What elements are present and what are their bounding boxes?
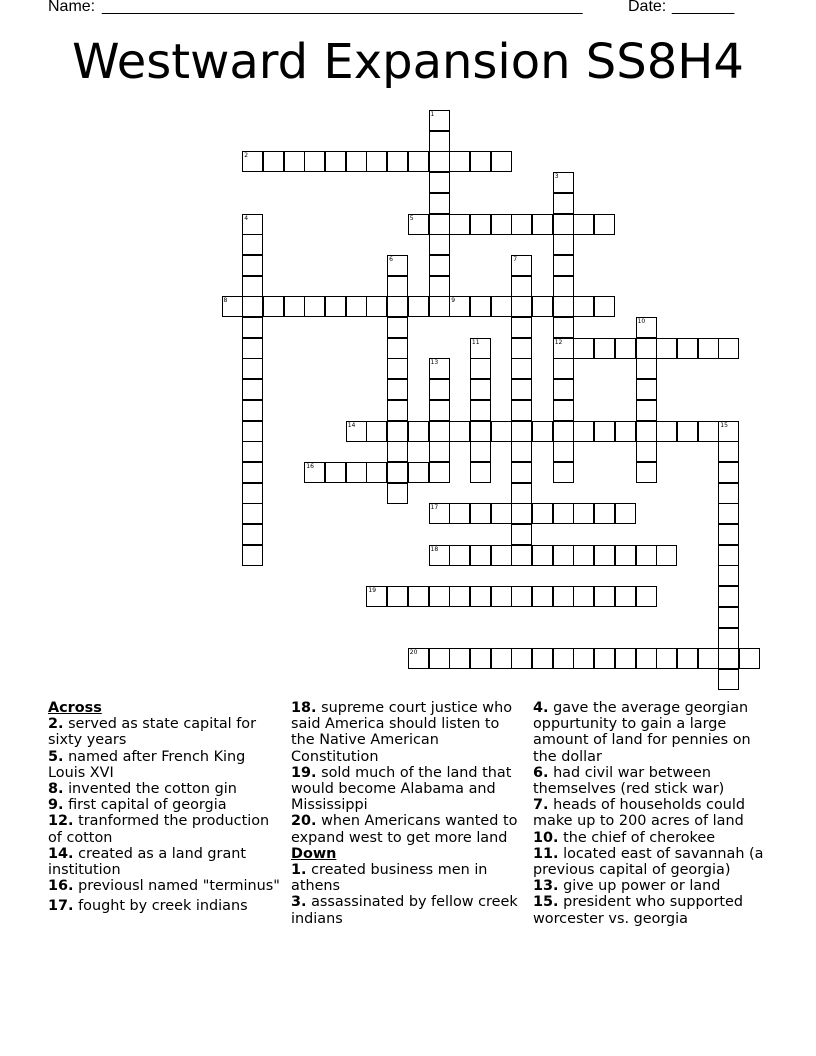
grid-cell[interactable] bbox=[449, 214, 470, 235]
grid-cell[interactable] bbox=[594, 648, 615, 669]
grid-cell[interactable] bbox=[718, 669, 739, 690]
grid-cell[interactable] bbox=[553, 234, 574, 255]
clue-number: 3 bbox=[554, 173, 559, 181]
grid-cell[interactable] bbox=[449, 151, 470, 172]
grid-cell[interactable] bbox=[429, 545, 450, 566]
grid-cell[interactable] bbox=[636, 358, 657, 379]
grid-cell[interactable] bbox=[553, 276, 574, 297]
clue-number: 17 bbox=[430, 504, 439, 512]
grid-cell[interactable] bbox=[677, 338, 698, 359]
grid-cell[interactable] bbox=[553, 462, 574, 483]
grid-cell[interactable] bbox=[532, 503, 553, 524]
grid-cell[interactable] bbox=[242, 421, 263, 442]
grid-cell[interactable] bbox=[387, 483, 408, 504]
grid-cell[interactable] bbox=[387, 400, 408, 421]
date-field[interactable]: _______ bbox=[672, 0, 735, 15]
grid-cell[interactable] bbox=[491, 586, 512, 607]
clue-number: 1 bbox=[430, 111, 435, 118]
down-heading: Down bbox=[291, 845, 337, 862]
clue-down-13: 13. give up power or land bbox=[533, 878, 721, 895]
clue-down-4: 4. gave the average georgian oppurtunity to gain a large amount of land for pennies on the dollar bbox=[533, 700, 751, 765]
grid-cell[interactable] bbox=[594, 421, 615, 442]
grid-cell[interactable] bbox=[718, 607, 739, 628]
grid-cell[interactable] bbox=[553, 317, 574, 338]
grid-cell[interactable] bbox=[532, 296, 553, 317]
grid-cell[interactable] bbox=[718, 483, 739, 504]
clues-column-1 bbox=[48, 700, 283, 915]
grid-cell[interactable] bbox=[242, 151, 263, 172]
grid-cell[interactable] bbox=[739, 648, 760, 669]
grid-cell[interactable] bbox=[511, 545, 532, 566]
grid-cell[interactable] bbox=[594, 296, 615, 317]
grid-cell[interactable] bbox=[511, 586, 532, 607]
grid-cell[interactable] bbox=[242, 234, 263, 255]
clue-across-14: 14. created as a land grant institution bbox=[48, 845, 247, 879]
clue-across-20: 20. when Americans wanted to expand west to get more land bbox=[291, 813, 518, 846]
grid-cell[interactable] bbox=[325, 296, 346, 317]
grid-cell[interactable] bbox=[718, 565, 739, 586]
grid-cell[interactable] bbox=[284, 151, 305, 172]
grid-cell[interactable] bbox=[532, 214, 553, 235]
grid-cell[interactable] bbox=[449, 503, 470, 524]
grid-cell[interactable] bbox=[636, 317, 657, 338]
grid-cell[interactable] bbox=[636, 338, 657, 359]
grid-cell[interactable] bbox=[449, 648, 470, 669]
grid-cell[interactable] bbox=[470, 214, 491, 235]
clue-down-7: 7. heads of households could make up to 200 acres of land bbox=[533, 797, 746, 830]
grid-cell[interactable] bbox=[532, 648, 553, 669]
grid-cell[interactable] bbox=[594, 503, 615, 524]
grid-cell[interactable] bbox=[511, 214, 532, 235]
grid-cell[interactable] bbox=[470, 296, 491, 317]
grid-cell[interactable] bbox=[366, 462, 387, 483]
clue-down-10: 10. the chief of cherokee bbox=[533, 829, 716, 846]
clue-number: 20 bbox=[409, 649, 418, 657]
grid-cell[interactable] bbox=[718, 628, 739, 649]
grid-cell[interactable] bbox=[449, 586, 470, 607]
grid-cell[interactable] bbox=[718, 338, 739, 359]
clue-number: 7 bbox=[513, 255, 518, 263]
grid-cell[interactable] bbox=[429, 276, 450, 297]
grid-cell[interactable] bbox=[242, 400, 263, 421]
grid-cell[interactable] bbox=[511, 503, 532, 524]
clue-number: 4 bbox=[244, 214, 249, 222]
grid-cell[interactable] bbox=[387, 276, 408, 297]
grid-cell[interactable] bbox=[511, 358, 532, 379]
grid-cell[interactable] bbox=[573, 648, 594, 669]
grid-cell[interactable] bbox=[573, 296, 594, 317]
clue-number: 16 bbox=[306, 462, 314, 470]
grid-cell[interactable] bbox=[636, 421, 657, 442]
grid-cell[interactable] bbox=[573, 338, 594, 359]
grid-cell[interactable] bbox=[429, 421, 450, 442]
grid-cell[interactable] bbox=[325, 151, 346, 172]
clue-number: 18 bbox=[430, 545, 439, 553]
grid-cell[interactable] bbox=[470, 151, 491, 172]
grid-cell[interactable] bbox=[718, 648, 739, 669]
clue-number: 2 bbox=[244, 152, 249, 160]
grid-cell[interactable] bbox=[346, 462, 367, 483]
grid-cell[interactable] bbox=[408, 421, 429, 442]
grid-cell[interactable] bbox=[429, 400, 450, 421]
grid-cell[interactable] bbox=[429, 172, 450, 193]
grid-cell[interactable] bbox=[511, 441, 532, 462]
grid-cell[interactable] bbox=[698, 648, 719, 669]
grid-cell[interactable] bbox=[470, 441, 491, 462]
grid-cell[interactable] bbox=[491, 421, 512, 442]
grid-cell[interactable] bbox=[636, 379, 657, 400]
grid-cell[interactable] bbox=[656, 421, 677, 442]
across-heading: Across bbox=[48, 700, 102, 716]
clue-number: 11 bbox=[471, 338, 480, 346]
grid-cell[interactable] bbox=[553, 214, 574, 235]
grid-cell[interactable] bbox=[346, 421, 367, 442]
grid-cell[interactable] bbox=[470, 400, 491, 421]
grid-cell[interactable] bbox=[387, 462, 408, 483]
grid-cell[interactable] bbox=[511, 296, 532, 317]
grid-cell[interactable] bbox=[346, 151, 367, 172]
grid-cell[interactable] bbox=[242, 483, 263, 504]
grid-cell[interactable] bbox=[429, 151, 450, 172]
grid-cell[interactable] bbox=[366, 296, 387, 317]
grid-cell[interactable] bbox=[242, 545, 263, 566]
clues-column-3 bbox=[533, 700, 773, 927]
grid-cell[interactable] bbox=[615, 338, 636, 359]
grid-cell[interactable] bbox=[408, 648, 429, 669]
grid-cell[interactable] bbox=[387, 421, 408, 442]
grid-cell[interactable] bbox=[491, 503, 512, 524]
grid-cell[interactable] bbox=[718, 462, 739, 483]
grid-cell[interactable] bbox=[263, 296, 284, 317]
grid-cell[interactable] bbox=[429, 462, 450, 483]
grid-cell[interactable] bbox=[594, 338, 615, 359]
grid-cell[interactable] bbox=[429, 586, 450, 607]
grid-cell[interactable] bbox=[553, 545, 574, 566]
grid-cell[interactable] bbox=[242, 214, 263, 235]
grid-cell[interactable] bbox=[449, 545, 470, 566]
grid-cell[interactable] bbox=[429, 193, 450, 214]
grid-cell[interactable] bbox=[636, 462, 657, 483]
grid-cell[interactable] bbox=[387, 151, 408, 172]
grid-cell[interactable] bbox=[553, 648, 574, 669]
grid-cell[interactable] bbox=[429, 503, 450, 524]
clue-across-18: 18. supreme court justice who said America should listen to the Native American Constitution bbox=[291, 700, 512, 765]
clue-number: 19 bbox=[368, 587, 377, 595]
grid-cell[interactable] bbox=[263, 151, 284, 172]
clue-across-19: 19. sold much of the land that would become Alabama and Mississippi bbox=[291, 764, 512, 814]
grid-cell[interactable] bbox=[242, 379, 263, 400]
grid-cell[interactable] bbox=[387, 338, 408, 359]
clue-number: 10 bbox=[637, 318, 646, 325]
grid-cell[interactable] bbox=[636, 586, 657, 607]
grid-cell[interactable] bbox=[656, 338, 677, 359]
grid-cell[interactable] bbox=[636, 400, 657, 421]
grid-cell[interactable] bbox=[553, 441, 574, 462]
grid-cell[interactable] bbox=[677, 421, 698, 442]
grid-cell[interactable] bbox=[718, 441, 739, 462]
grid-cell[interactable] bbox=[408, 296, 429, 317]
clue-down-3: 3. assassinated by fellow creek indians bbox=[291, 894, 518, 927]
grid-cell[interactable] bbox=[636, 441, 657, 462]
grid-cell[interactable] bbox=[387, 358, 408, 379]
clue-number: 15 bbox=[720, 421, 728, 429]
clue-down-15: 15. president who supported worcester vs. georgia bbox=[533, 894, 743, 927]
puzzle-title: Westward Expansion SS8H4 bbox=[72, 34, 744, 90]
grid-cell[interactable] bbox=[429, 255, 450, 276]
grid-cell[interactable] bbox=[387, 441, 408, 462]
grid-cell[interactable] bbox=[408, 586, 429, 607]
grid-cell[interactable] bbox=[511, 421, 532, 442]
clue-down-1: 1. created business men in athens bbox=[291, 862, 488, 895]
clue-down-11: 11. located east of savannah (a previous capital of georgia) bbox=[533, 845, 764, 879]
grid-cell[interactable] bbox=[408, 214, 429, 235]
grid-cell[interactable] bbox=[615, 648, 636, 669]
grid-cell[interactable] bbox=[511, 462, 532, 483]
grid-cell[interactable] bbox=[718, 524, 739, 545]
clue-across-12: 12. tranformed the production of cotton bbox=[48, 813, 270, 846]
grid-cell[interactable] bbox=[429, 441, 450, 462]
grid-cell[interactable] bbox=[511, 255, 532, 276]
grid-cell[interactable] bbox=[553, 358, 574, 379]
grid-cell[interactable] bbox=[511, 338, 532, 359]
grid-cell[interactable] bbox=[677, 648, 698, 669]
grid-cell[interactable] bbox=[304, 151, 325, 172]
grid-cell[interactable] bbox=[429, 234, 450, 255]
grid-cell[interactable] bbox=[366, 151, 387, 172]
grid-cell[interactable] bbox=[429, 214, 450, 235]
grid-cell[interactable] bbox=[698, 338, 719, 359]
grid-cell[interactable] bbox=[718, 545, 739, 566]
grid-cell[interactable] bbox=[449, 421, 470, 442]
grid-cell[interactable] bbox=[387, 296, 408, 317]
clue-across-2: 2. served as state capital for sixty years bbox=[48, 716, 257, 749]
grid-cell[interactable] bbox=[532, 545, 553, 566]
grid-cell[interactable] bbox=[615, 421, 636, 442]
grid-cell[interactable] bbox=[242, 524, 263, 545]
grid-cell[interactable] bbox=[429, 131, 450, 152]
clue-number: 8 bbox=[223, 297, 228, 305]
grid-cell[interactable] bbox=[325, 462, 346, 483]
grid-cell[interactable] bbox=[387, 586, 408, 607]
grid-cell[interactable] bbox=[615, 545, 636, 566]
grid-cell[interactable] bbox=[553, 193, 574, 214]
grid-cell[interactable] bbox=[656, 545, 677, 566]
grid-cell[interactable] bbox=[304, 296, 325, 317]
grid-cell[interactable] bbox=[387, 317, 408, 338]
grid-cell[interactable] bbox=[366, 586, 387, 607]
grid-cell[interactable] bbox=[387, 255, 408, 276]
grid-cell[interactable] bbox=[553, 379, 574, 400]
clues-column-2 bbox=[291, 700, 523, 927]
grid-cell[interactable] bbox=[429, 648, 450, 669]
grid-cell[interactable] bbox=[553, 296, 574, 317]
grid-cell[interactable] bbox=[429, 379, 450, 400]
grid-cell[interactable] bbox=[573, 503, 594, 524]
grid-cell[interactable] bbox=[470, 421, 491, 442]
grid-cell[interactable] bbox=[470, 648, 491, 669]
grid-cell[interactable] bbox=[242, 503, 263, 524]
grid-cell[interactable] bbox=[532, 586, 553, 607]
grid-cell[interactable] bbox=[615, 586, 636, 607]
grid-cell[interactable] bbox=[511, 648, 532, 669]
grid-cell[interactable] bbox=[636, 545, 657, 566]
grid-cell[interactable] bbox=[408, 462, 429, 483]
grid-cell[interactable] bbox=[242, 441, 263, 462]
clue-number: 5 bbox=[409, 214, 414, 222]
grid-cell[interactable] bbox=[573, 545, 594, 566]
grid-cell[interactable] bbox=[594, 214, 615, 235]
grid-cell[interactable] bbox=[553, 421, 574, 442]
grid-cell[interactable] bbox=[429, 296, 450, 317]
grid-cell[interactable] bbox=[698, 421, 719, 442]
grid-cell[interactable] bbox=[449, 296, 470, 317]
grid-cell[interactable] bbox=[470, 358, 491, 379]
grid-cell[interactable] bbox=[387, 379, 408, 400]
grid-cell[interactable] bbox=[470, 503, 491, 524]
grid-cell[interactable] bbox=[573, 214, 594, 235]
grid-cell[interactable] bbox=[491, 545, 512, 566]
grid-cell[interactable] bbox=[553, 503, 574, 524]
grid-cell[interactable] bbox=[470, 462, 491, 483]
grid-cell[interactable] bbox=[573, 586, 594, 607]
grid-cell[interactable] bbox=[553, 586, 574, 607]
grid-cell[interactable] bbox=[718, 503, 739, 524]
clue-across-8: 8. invented the cotton gin bbox=[48, 781, 237, 798]
grid-cell[interactable] bbox=[573, 421, 594, 442]
grid-cell[interactable] bbox=[242, 317, 263, 338]
grid-cell[interactable] bbox=[511, 379, 532, 400]
grid-cell[interactable] bbox=[429, 110, 450, 131]
grid-cell[interactable] bbox=[470, 545, 491, 566]
clue-number: 9 bbox=[451, 297, 456, 305]
grid-cell[interactable] bbox=[346, 296, 367, 317]
grid-cell[interactable] bbox=[242, 338, 263, 359]
grid-cell[interactable] bbox=[491, 214, 512, 235]
grid-cell[interactable] bbox=[615, 503, 636, 524]
grid-cell[interactable] bbox=[304, 462, 325, 483]
grid-cell[interactable] bbox=[242, 296, 263, 317]
grid-cell[interactable] bbox=[511, 276, 532, 297]
grid-cell[interactable] bbox=[491, 296, 512, 317]
grid-cell[interactable] bbox=[491, 151, 512, 172]
grid-cell[interactable] bbox=[532, 421, 553, 442]
date-label: Date: bbox=[628, 0, 667, 15]
grid-cell[interactable] bbox=[553, 338, 574, 359]
grid-cell[interactable] bbox=[429, 358, 450, 379]
name-label: Name: bbox=[48, 0, 96, 15]
grid-cell[interactable] bbox=[222, 296, 243, 317]
grid-cell[interactable] bbox=[636, 648, 657, 669]
clue-number: 13 bbox=[430, 359, 439, 367]
grid-cell[interactable] bbox=[718, 586, 739, 607]
grid-cell[interactable] bbox=[553, 255, 574, 276]
grid-cell[interactable] bbox=[718, 421, 739, 442]
grid-cell[interactable] bbox=[408, 151, 429, 172]
grid-cell[interactable] bbox=[491, 648, 512, 669]
grid-cell[interactable] bbox=[242, 358, 263, 379]
grid-cell[interactable] bbox=[470, 586, 491, 607]
grid-cell[interactable] bbox=[511, 317, 532, 338]
clue-across-9: 9. first capital of georgia bbox=[48, 797, 227, 814]
grid-cell[interactable] bbox=[242, 462, 263, 483]
name-field[interactable]: ______________________________________________________ bbox=[102, 0, 583, 15]
clue-across-17: 17. fought by creek indians bbox=[48, 898, 248, 915]
grid-cell[interactable] bbox=[511, 524, 532, 545]
grid-cell[interactable] bbox=[656, 648, 677, 669]
clue-number: 14 bbox=[347, 421, 356, 429]
clue-down-6: 6. had civil war between themselves (red stick war) bbox=[533, 764, 725, 798]
grid-cell[interactable] bbox=[470, 338, 491, 359]
clue-across-16: 16. previousl named "terminus" bbox=[48, 878, 280, 895]
grid-cell[interactable] bbox=[242, 276, 263, 297]
grid-cell[interactable] bbox=[366, 421, 387, 442]
grid-cell[interactable] bbox=[511, 400, 532, 421]
grid-cell[interactable] bbox=[594, 586, 615, 607]
clue-across-5: 5. named after French King Louis XVI bbox=[48, 748, 246, 781]
grid-cell[interactable] bbox=[284, 296, 305, 317]
grid-cell[interactable] bbox=[553, 400, 574, 421]
grid-cell[interactable] bbox=[242, 255, 263, 276]
clue-number: 6 bbox=[389, 255, 393, 263]
grid-cell[interactable] bbox=[511, 483, 532, 504]
grid-cell[interactable] bbox=[553, 172, 574, 193]
clue-number: 12 bbox=[554, 338, 563, 346]
grid-cell[interactable] bbox=[594, 545, 615, 566]
grid-cell[interactable] bbox=[470, 379, 491, 400]
